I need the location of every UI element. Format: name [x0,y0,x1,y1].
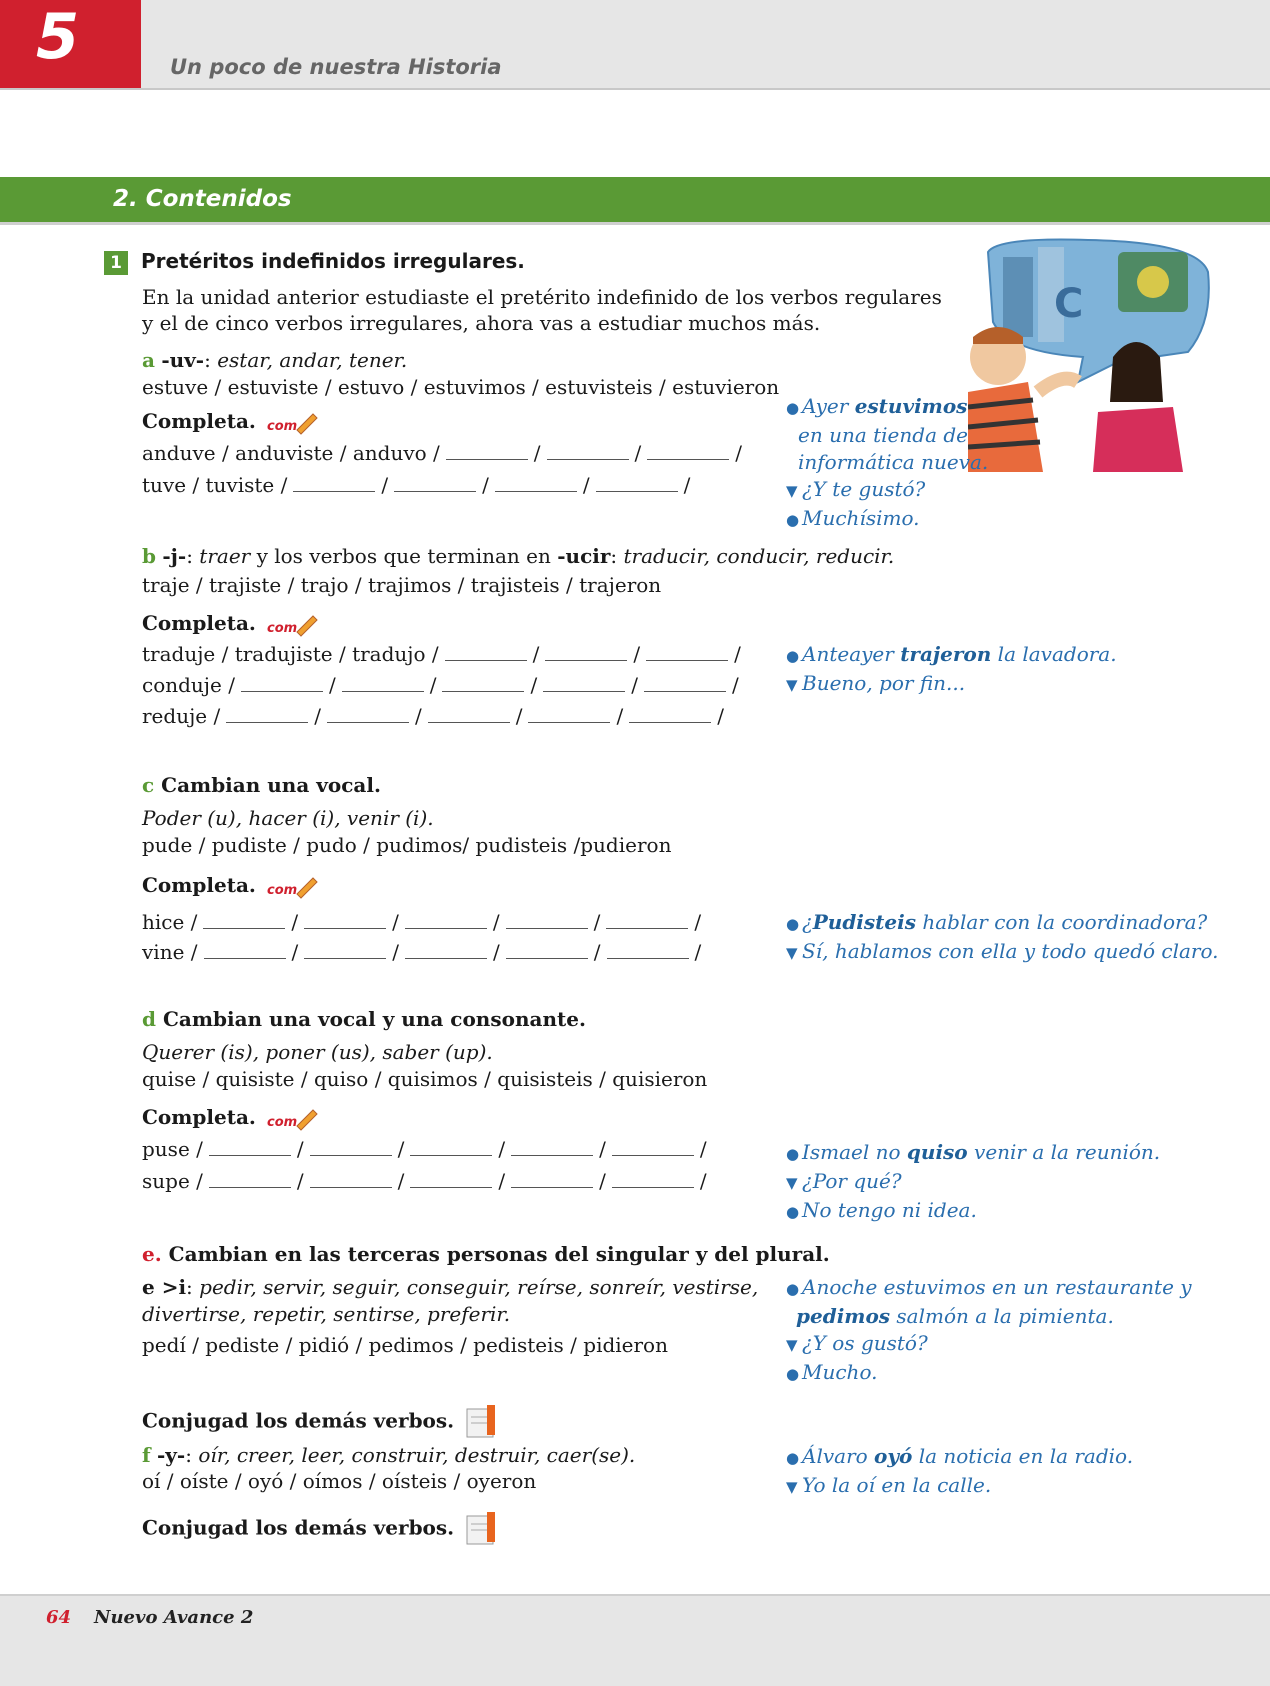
section-b-example: traje / trajiste / trajo / trajimos / trajisteis / trajeron [142,573,662,597]
section-b-header: b -j-: traer y los verbos que terminan en -ucir: traducir, conducir, reducir. [142,544,895,568]
dialogue-text: Anteayer [802,642,901,666]
dialogue-text: la lavadora. [991,642,1117,666]
blank-field[interactable] [442,673,524,692]
section-f-verbs: oír, creer, leer, construir, destruir, caer(se). [198,1443,636,1467]
blank-field[interactable] [327,704,409,723]
row-vine: vine / / / / / / [142,940,702,964]
section-a-letter: a [142,348,155,372]
completa-b [142,610,319,638]
conjugad-e [142,1405,501,1439]
row-anduve-text: anduve / anduviste / anduvo / [142,441,440,465]
triangle-bullet-icon: ▼ [786,1174,798,1192]
blank-field[interactable] [607,940,689,959]
pencil-icon [267,874,319,900]
completa-c [142,872,319,900]
section-e-title: Cambian en las terceras personas del singular y del plural. [168,1242,830,1266]
dialogue-2 [786,641,1117,699]
notebook-icon [465,1405,501,1439]
section-b-verbs: traducir, conducir, reducir. [623,544,895,568]
circle-bullet-icon: ● [786,399,800,417]
blank-field[interactable] [511,1137,593,1156]
dialogue-1 [786,393,988,534]
dialogue-verb: Pudisteis [812,910,916,934]
section-b-marker: -j- [162,544,187,568]
blank-field[interactable] [644,673,726,692]
blank-field[interactable] [342,673,424,692]
conjugad-label: Conjugad los demás verbos. [142,1408,455,1433]
circle-bullet-icon: ● [786,1365,800,1383]
dialogue-verb: estuvimos [854,394,968,418]
book-title: Nuevo Avance 2 [94,1607,254,1628]
section-b-letter: b [142,544,156,568]
section-d-verbs: Querer (is), poner (us), saber (up). [142,1040,493,1064]
dialogue-verb: trajeron [900,642,992,666]
dialogue-text: Bueno, por fin... [802,671,966,695]
blank-field[interactable] [241,673,323,692]
blank-field[interactable] [511,1169,593,1188]
blank-field[interactable] [304,940,386,959]
circle-bullet-icon: ● [786,647,800,665]
blank-field[interactable] [226,704,308,723]
triangle-bullet-icon: ▼ [786,1336,798,1354]
pencil-icon-text: com [266,882,298,898]
section-d-letter: d [142,1007,156,1031]
pencil-icon-text: com [266,620,298,636]
blank-field[interactable] [310,1169,392,1188]
blank-field[interactable] [405,910,487,929]
blank-field[interactable] [612,1169,694,1188]
row-hice-text: hice / [142,910,198,934]
unit-title: Un poco de nuestra Historia [170,55,502,79]
row-anduve: anduve / anduviste / anduvo / / / / [142,441,743,465]
row-conduje-text: conduje / [142,673,235,697]
section-a-marker: -uv- [161,348,205,372]
dialogue-text: Ayer [802,394,855,418]
unit-number: 5 [36,0,80,73]
dialogue-verb: quiso [906,1140,968,1164]
dialogue-5 [786,1274,1192,1388]
circle-bullet-icon: ● [786,1145,800,1163]
dialogue-text: No tengo ni idea. [802,1198,977,1222]
blank-field[interactable] [506,910,588,929]
pencil-icon-text: com [266,418,298,434]
circle-bullet-icon: ● [786,511,800,529]
blank-field[interactable] [545,642,627,661]
row-supe-text: supe / [142,1169,203,1193]
section-e-verbs: pedir, servir, seguir, conseguir, reírse, sonreír, vestirse, [199,1275,759,1299]
blank-field[interactable] [606,910,688,929]
dialogue-text: en una tienda de [798,423,968,447]
blank-field[interactable] [547,441,629,460]
section-c-header [142,772,381,798]
dialogue-verb: pedimos [796,1304,891,1328]
blank-field[interactable] [428,704,510,723]
blank-field[interactable] [209,1137,291,1156]
section-d-example: quise / quisiste / quiso / quisimos / quisisteis / quisieron [142,1067,708,1091]
conjugad-f [142,1512,501,1546]
completa-label: Completa. [142,409,256,433]
row-tuve: tuve / tuviste / / / / / [142,473,691,497]
circle-bullet-icon: ● [786,1449,800,1467]
row-vine-text: vine / [142,940,198,964]
section-e-verbs-1: e >i: pedir, servir, seguir, conseguir, reírse, sonreír, vestirse, [142,1275,759,1299]
blank-field[interactable] [304,910,386,929]
blank-field[interactable] [647,441,729,460]
blank-field[interactable] [506,940,588,959]
dialogue-6 [786,1443,1133,1501]
completa-label: Completa. [142,1105,256,1129]
blank-field[interactable] [446,441,528,460]
dialogue-text: Muchísimo. [802,506,920,530]
blank-field[interactable] [394,473,476,492]
circle-bullet-icon: ● [786,915,800,933]
row-reduje-text: reduje / [142,704,221,728]
blank-field[interactable] [629,704,711,723]
blank-field[interactable] [495,473,577,492]
section-e-example: pedí / pediste / pidió / pedimos / pedisteis / pidieron [142,1333,668,1357]
section-a-header: a -uv-: estar, andar, tener. [142,348,408,372]
row-supe: supe / / / / / / [142,1169,707,1193]
notebook-icon [465,1512,501,1546]
triangle-bullet-icon: ▼ [786,676,798,694]
section-a-example: estuve / estuviste / estuvo / estuvimos / estuvisteis / estuvieron [142,375,780,399]
dialogue-text: Sí, hablamos con ella y todo quedó claro. [802,939,1219,963]
dialogue-3 [786,909,1219,967]
exercise-number: 1 [104,251,128,275]
completa-d [142,1104,319,1132]
section-c-letter: c [142,773,155,797]
section-e-letter: e. [142,1242,162,1266]
section-e-verbs-2: divertirse, repetir, sentirse, preferir. [142,1302,511,1326]
intro-line-1: En la unidad anterior estudiaste el pretérito indefinido de los verbos regulares [142,285,942,309]
blank-field[interactable] [293,473,375,492]
exercise-title: Pretéritos indefinidos irregulares. [141,249,525,273]
section-d-title: Cambian una vocal y una consonante. [162,1007,586,1031]
dialogue-text: informática nueva. [798,450,989,474]
section-b-text: y los verbos que terminan en [256,544,551,568]
dialogue-text: Álvaro [802,1444,875,1468]
row-conduje: conduje / / / / / / [142,673,739,697]
section-b-verbs: traer [199,544,251,568]
dialogue-text: Mucho. [802,1360,878,1384]
triangle-bullet-icon: ▼ [786,482,798,500]
section-e-marker: e >i [142,1275,187,1299]
completa-label: Completa. [142,873,256,897]
triangle-bullet-icon: ▼ [786,944,798,962]
dialogue-text: ¿Y os gustó? [802,1331,928,1355]
dialogue-verb: oyó [874,1444,913,1468]
pencil-icon [267,1106,319,1132]
section-c-example: pude / pudiste / pudo / pudimos/ pudisteis /pudieron [142,833,672,857]
section-f-marker: -y- [156,1443,186,1467]
row-puse-text: puse / [142,1137,203,1161]
row-traduje-text: traduje / tradujiste / tradujo / [142,642,439,666]
blank-field[interactable] [410,1137,492,1156]
pencil-icon [267,612,319,638]
dialogue-text: ¿Por qué? [802,1169,902,1193]
dialogue-text: la noticia en la radio. [912,1444,1134,1468]
section-e-header [142,1241,830,1267]
svg-text:C: C [1054,281,1084,327]
pencil-icon-text: com [266,1114,298,1130]
blank-field[interactable] [543,673,625,692]
row-puse: puse / / / / / / [142,1137,707,1161]
circle-bullet-icon: ● [786,1203,800,1221]
blank-field[interactable] [405,940,487,959]
conjugad-label: Conjugad los demás verbos. [142,1515,455,1540]
dialogue-text: hablar con la coordinadora? [915,910,1208,934]
section-f-letter: f [142,1443,151,1467]
section-f-example: oí / oíste / oyó / oímos / oísteis / oyeron [142,1469,537,1493]
completa-label: Completa. [142,611,256,635]
people-talking-illustration [968,232,1218,472]
blank-field[interactable] [209,1169,291,1188]
triangle-bullet-icon: ▼ [786,1478,798,1496]
dialogue-text: Ismael no [802,1140,907,1164]
blank-field[interactable] [203,910,285,929]
pencil-icon [267,410,319,436]
blank-field[interactable] [612,1137,694,1156]
intro-line-2: y el de cinco verbos irregulares, ahora vas a estudiar muchos más. [142,311,821,335]
completa-a [142,408,319,436]
blank-field[interactable] [528,704,610,723]
section-a-verbs: estar, andar, tener. [217,348,408,372]
row-hice: hice / / / / / / [142,910,702,934]
blank-field[interactable] [596,473,678,492]
blank-field[interactable] [204,940,286,959]
row-traduje: traduje / tradujiste / tradujo / / / / [142,642,741,666]
blank-field[interactable] [310,1137,392,1156]
dialogue-text: Yo la oí en la calle. [802,1473,992,1497]
dialogue-text: ¿Y te gustó? [802,477,926,501]
blank-field[interactable] [445,642,527,661]
section-b-ending: -ucir [557,544,611,568]
section-c-verbs: Poder (u), hacer (i), venir (i). [142,806,434,830]
page-number: 64 [46,1607,72,1628]
section-f-header: f -y-: oír, creer, leer, construir, destruir, caer(se). [142,1443,636,1467]
blank-field[interactable] [646,642,728,661]
dialogue-text: salmón a la pimienta. [890,1304,1114,1328]
section-title: 2. Contenidos [113,186,292,212]
blank-field[interactable] [410,1169,492,1188]
dialogue-4 [786,1139,1160,1226]
section-d-header [142,1006,586,1032]
row-reduje: reduje / / / / / / [142,704,724,728]
dialogue-text: Anoche estuvimos en un restaurante y [802,1275,1192,1299]
dialogue-text: venir a la reunión. [967,1140,1161,1164]
circle-bullet-icon: ● [786,1280,800,1298]
row-tuve-text: tuve / tuviste / [142,473,288,497]
dialogue-text: ¿ [802,910,813,934]
section-c-title: Cambian una vocal. [161,773,381,797]
